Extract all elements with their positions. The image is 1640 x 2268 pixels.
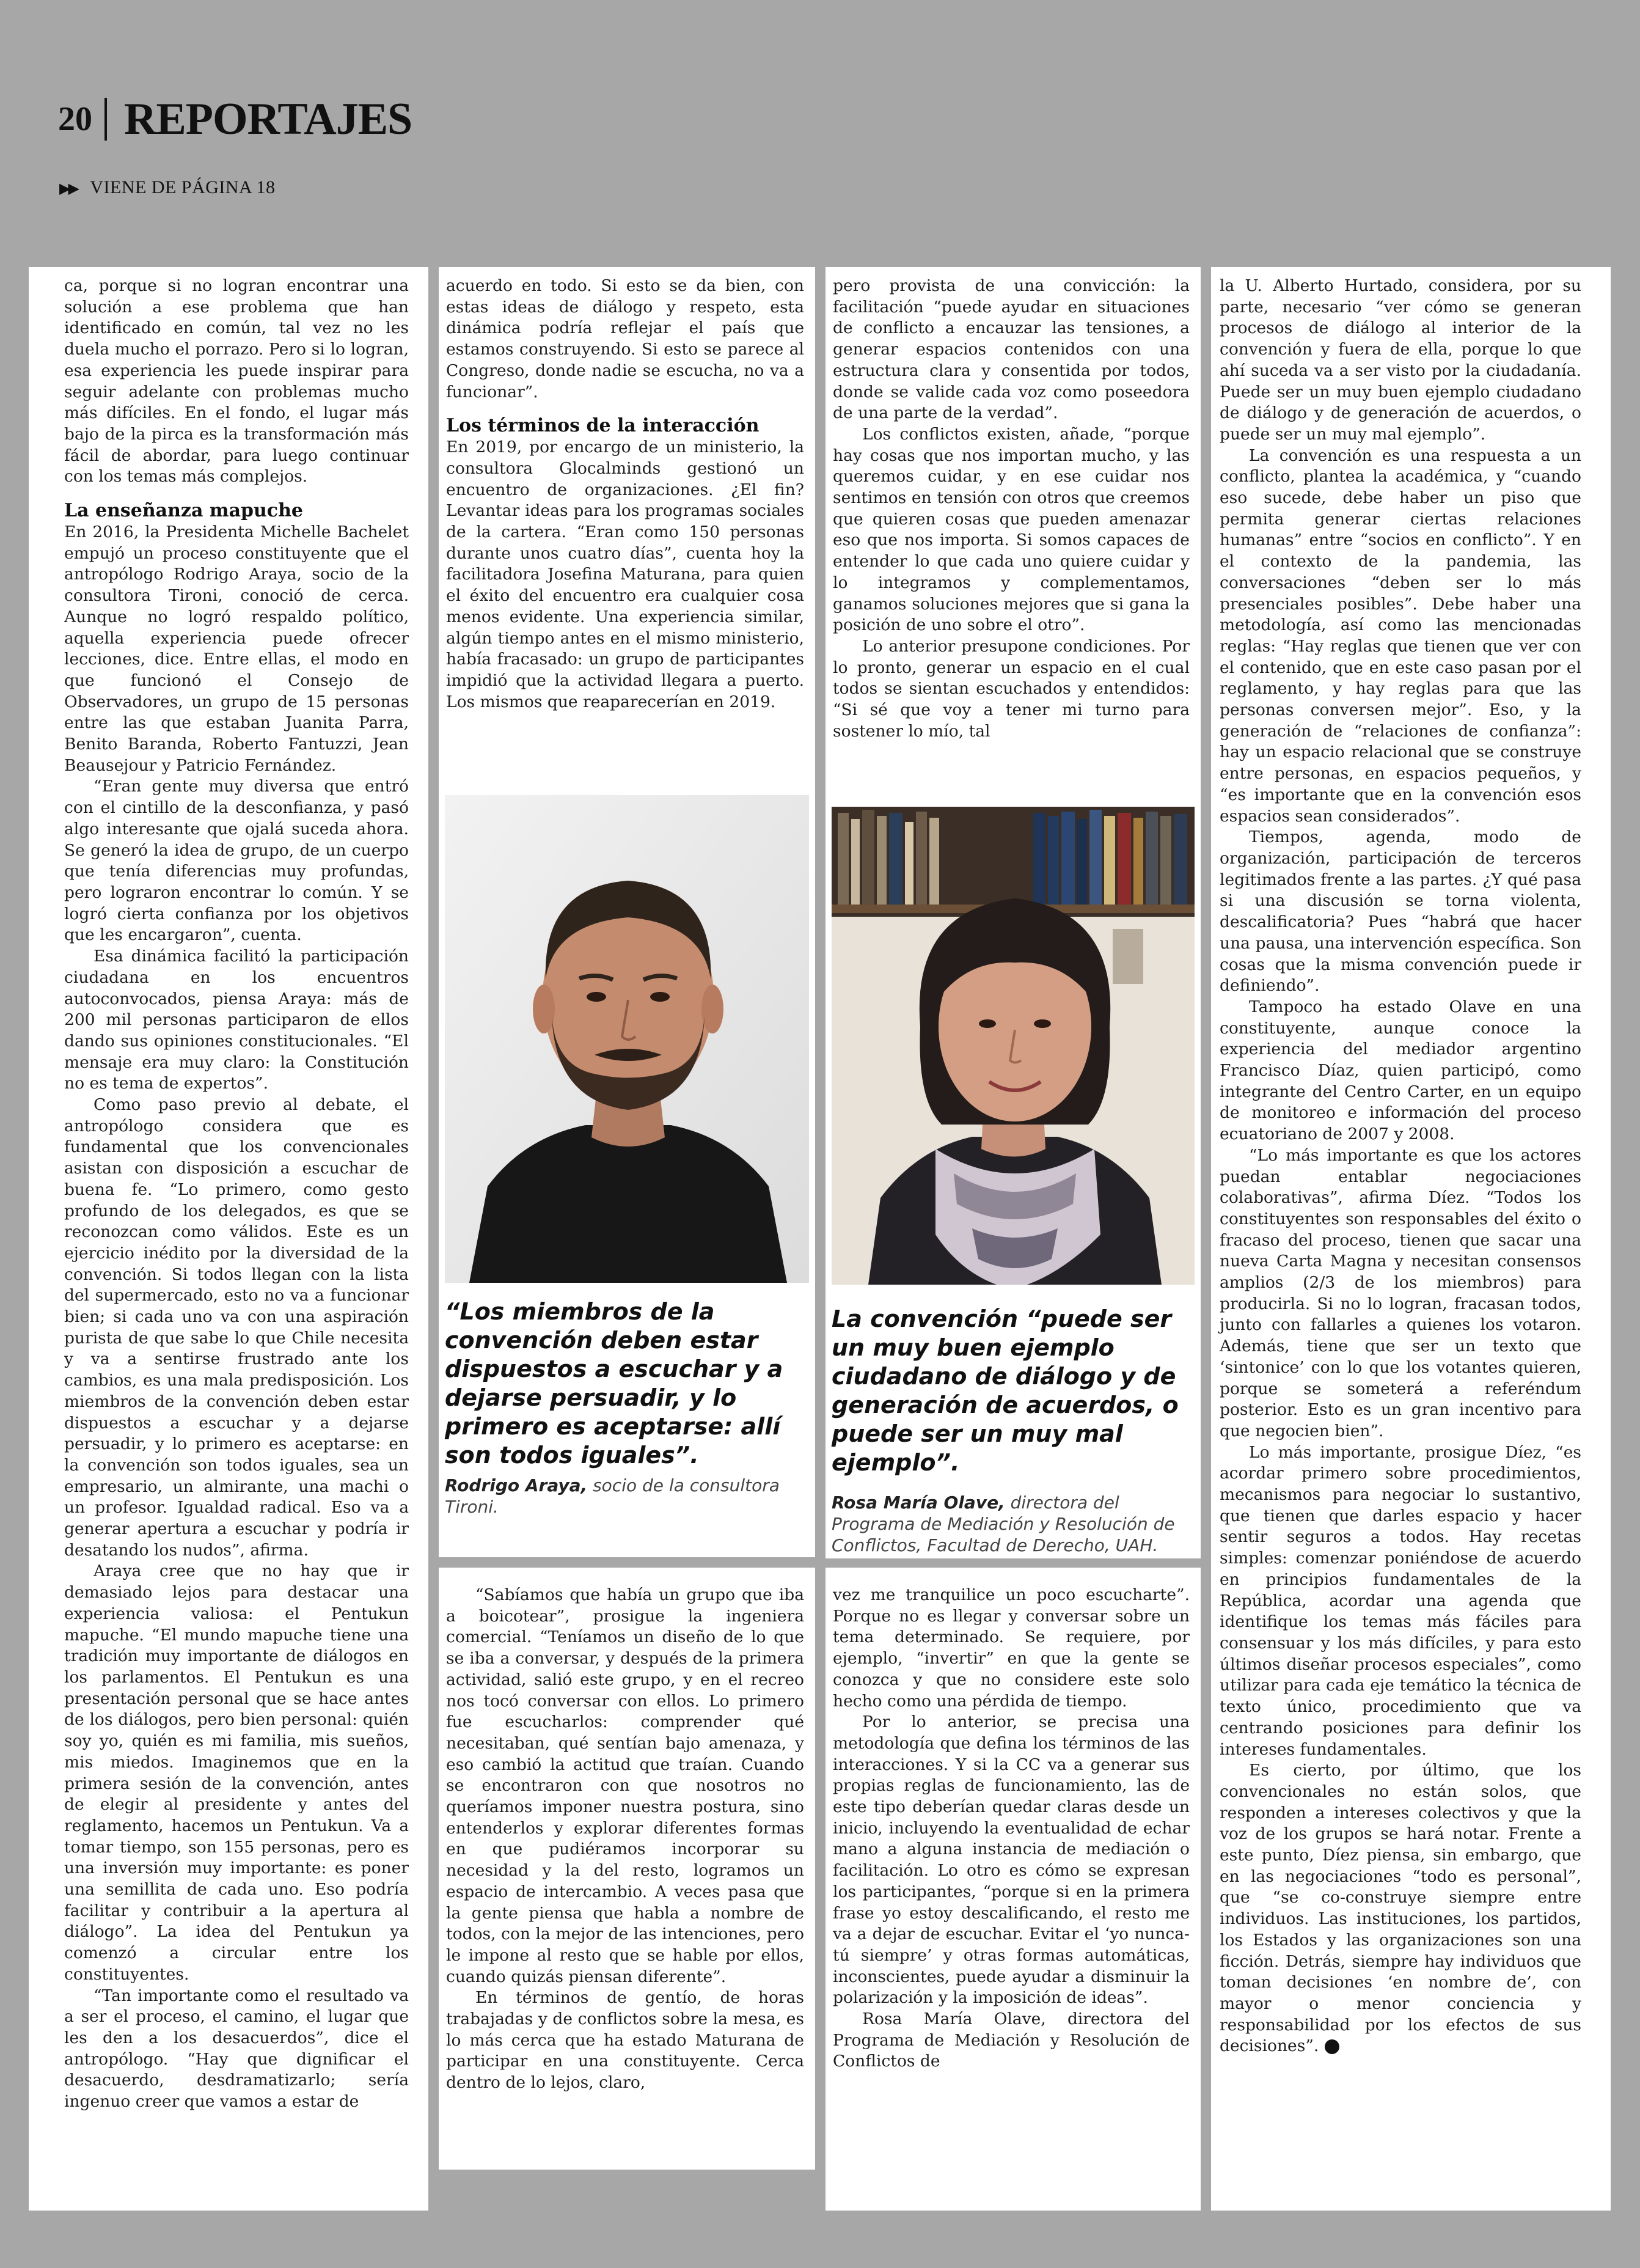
portrait-photo-rodrigo-araya [445, 795, 809, 1283]
pull-quote: La convención “puede ser un muy buen ejemplo ciudadano de diálogo y de generación de acuerdos, o puede ser un muy mal ejemplo”. [832, 1305, 1179, 1476]
column-3-bottom [825, 1568, 1201, 2211]
paragraph: Esa dinámica facilitó la participación ciudadana en los encuentros autoconvocados, piensa Araya: más de 200 mil personas participaron de ellos dando sus opiniones constitucionales. “El mensaje era muy claro: la Constitución no es tema de expertos”. [64, 947, 409, 1093]
end-mark-icon: D [1325, 2039, 1339, 2054]
paragraph: Lo más importante, prosigue Díez, “es acordar primero sobre procedimientos, mecanismos para negociar lo sustantivo, que tienen que darles espacio y hacer sentir seguros a todos. Hay recetas simples: comenzar poniéndose de acuerdo en principios fundamentales de la República, acordar una agenda que identifique los temas más fáciles para consensuar y los más difíciles, y para esto últimos diseñar procesos especiales”, como utilizar para cada eje temático la técnica de texto único, procedimiento que va centrando posiciones para definir los intereses fundamentales. [1220, 1442, 1581, 1759]
quote-block-olave [832, 1305, 1192, 1556]
column-3-bottom-text [825, 1568, 1201, 2072]
credit-role: socio de la consultora Tironi. [445, 1475, 780, 1517]
column-4 [1211, 267, 1611, 2211]
column-1 [29, 267, 428, 2211]
paragraph: Por lo anterior, se precisa una metodología que defina los términos de las interacciones. Y si la CC va a generar sus propias reglas de funcionamiento, las de este tipo deberían quedar claras desde un inicio, incluyendo la eventualidad de echar mano a alguna instancia de mediación o facilitación. Lo otro es cómo se expresan los participantes, “porque si en la primera frase yo estoy descalificando, el resto me va a dejar de escuchar. Evitar el ‘yo nunca-tú siempre’ y otras formas automáticas, inconscientes, puede ayudar a disminuir la polarización y la imposición de ideas”. [833, 1712, 1190, 2008]
credit-name: Rosa María Olave, [832, 1492, 1005, 1513]
paragraph: En 2016, la Presidenta Michelle Bachelet empujó un proceso constituyente que el antropólogo Rodrigo Araya, socio de la consultora Tironi, conoció de cerca. Aunque no logró respaldo político, aquella experiencia puede ofrecer lecciones, dice. Entre ellas, el modo en que funcionó el Consejo de Observadores, un grupo de 15 personas entre las que estaban Juanita Parra, Benito Baranda, Roberto Fantuzzi, Jean Beausejour y Patricio Fernández. [64, 523, 409, 775]
page-number: 20 [58, 100, 92, 138]
quote-block-araya [445, 1297, 805, 1518]
column-2-bottom-text [439, 1568, 815, 2094]
paragraph: Lo anterior presupone condiciones. Por lo pronto, generar un espacio en el cual todos se sientan escuchados y entendidos: “Si sé que voy a tener mi turno para sostener lo mío, tal [833, 636, 1190, 741]
credit-role: directora del Programa de Mediación y Resolución de Conflictos, Facultad de Derecho, UAH. [832, 1492, 1175, 1555]
paragraph: Como paso previo al debate, el antropólogo considera que es fundamental que los convencionales asistan con disposición a escuchar de buena fe. “Lo primero, como gesto profundo de los delegados, es que se reconozcan como válidos. Este es un ejercicio inédito por la diversidad de la convención. Si todos llegan con la lista del supermercado, esto no va a funcionar bien; si cada uno va con una aspiración purista de que sabe lo que Chile necesita y va a sentirse frustrado ante los cambios, es una mala predisposición. Los miembros de la convención deben estar dispuestos a escuchar y a dejarse persuadir, y lo primero es aceptarse: en la convención son todos iguales, sea un empresario, un almirante, una machi o un profesor. Igualdad radical. Eso va a generar apertura a escuchar y podría ir desatando los nudos”, afirma. [64, 1095, 409, 1560]
paragraph: Los conflictos existen, añade, “porque hay cosas que nos importan mucho, y las queremos cuidar, y en ese cuidar nos sentimos en tensión con otros que creemos que quieren cosas que pueden amenazar eso que nos importa. Si somos capaces de entender lo que cada uno quiere cuidar y lo integramos y complementamos, ganamos soluciones mejores que si gana la posición de uno sobre el otro”. [833, 424, 1190, 635]
continued-from-label: VIENE DE PÁGINA 18 [90, 177, 276, 197]
subheading: La enseñanza mapuche [64, 500, 303, 522]
credit-name: Rodrigo Araya, [445, 1475, 588, 1495]
column-4-text [1211, 267, 1611, 2057]
header-divider [104, 98, 107, 141]
paragraph: Tiempos, agenda, modo de organización, participación de terceros legitimados frente a las partes. ¿Y qué pasa si una discusión se torna violenta, descalificatoria? Pues “habrá que hacer una pausa, una intervención específica. Son cosas que la misma convención puede ir definiendo”. [1220, 828, 1581, 996]
paragraph: “Sabíamos que había un grupo que iba a boicotear”, prosigue la ingeniera comercial. “Teníamos un diseño de lo que se iba a conversar, y después de la primera actividad, salió este grupo, y en el recreo nos tocó conversar con ellos. Lo primero fue escucharlos: comprender qué necesitaban, qué sentían bajo amenaza, y eso cambió la actitud que traían. Cuando se encontraron con que nosotros no queríamos imponer nuestra postura, sino entenderlos y explorar diferentes formas en que pudiéramos incorporar su necesidad y la del resto, logramos un espacio de intercambio. A veces pasa que la gente piensa que habla a nombre de todos, con la mejor de las intenciones, pero le impone al resto que se hable por ellos, cuando quizás piensan diferente”. [446, 1585, 804, 1986]
continued-from [59, 177, 276, 198]
column-3-top-text [825, 267, 1201, 742]
paragraph: la U. Alberto Hurtado, considera, por su parte, necesario “ver cómo se generan procesos de diálogo al interior de la convención y fuera de ella, porque lo que ahí suceda va a ser visto por la ciudadanía. Puede ser un muy buen ejemplo ciudadano de diálogo y de generación de acuerdos, o puede ser un muy mal ejemplo”. [1220, 276, 1581, 444]
portrait-photo-rosa-maria-olave [832, 807, 1195, 1285]
column-1-text [29, 267, 428, 2113]
quote-credit [445, 1475, 805, 1518]
paragraph: pero provista de una convicción: la facilitación “puede ayudar en situaciones de conflicto a encauzar las tensiones, a generar espacios contenidos con una estructura clara y consentida por todos, donde se valide cada voz como poseedora de una parte de la verdad”. [833, 276, 1190, 423]
paragraph-text: Es cierto, por último, que los convencionales no están solos, que responden a intereses colectivos y que la voz de los grupos se hará notar. Frente a este punto, Díez piensa, sin embargo, que en las negociaciones “todo es personal”, que “se co-construye siempre entre individuos. Las instituciones, los partidos, los Estados y las organizaciones son una ficción. Detrás, siempre hay individuos que toman decisiones ‘en nombre de’, con mayor o menor conciencia y responsabilidad por los efectos de sus decisiones”. [1220, 1761, 1581, 2056]
paragraph: acuerdo en todo. Si esto se da bien, con estas ideas de diálogo y respeto, esta dinámica podría reflejar el país que estamos construyendo. Si esto se parece al Congreso, donde nadie se escucha, no va a funcionar”. [446, 276, 804, 402]
paragraph: “Tan importante como el resultado va a ser el proceso, el camino, el lugar que les den a los desacuerdos”, dice el antropólogo. “Hay que dignificar el desacuerdo, desdramatizarlo; sería ingenuo creer que vamos a estar de [64, 1986, 409, 2112]
page-header [58, 92, 412, 147]
subheading: Los términos de la interacción [446, 415, 760, 437]
paragraph: Tampoco ha estado Olave en una constituyente, aunque conoce la experiencia del mediador argentino Francisco Díaz, quien participó, como integrante del Centro Carter, en un equipo de monitoreo e información del proceso ecuatoriano de 2007 y 2008. [1220, 997, 1581, 1144]
photo-quote-box-olave [825, 791, 1201, 1558]
pull-quote: “Los miembros de la convención deben estar dispuestos a escuchar y a dejarse persuadir, y lo primero es aceptarse: allí son todos iguales”. [445, 1298, 783, 1469]
paragraph: “Lo más importante es que los actores puedan entablar negociaciones colaborativas”, afirma Díez. “Todos los constituyentes son responsables del éxito o fracaso del proceso, tienen que sacar una nueva Carta Magna y necesitan consensos amplios (2/3 de los miembros) para producirla. Si no lo logran, fracasan todos, junto con fallarles a quienes los votaron. Además, tiene que ser un texto que ‘sintonice’ con lo que los votantes quieren, porque se someterá a referéndum posterior. Esto es un gran incentivo para que negocien bien”. [1220, 1145, 1581, 1440]
paragraph: En términos de gentío, de horas trabajadas y de conflictos sobre la mesa, es lo más cerca que ha estado Maturana de participar en una constituyente. Cerca dentro de lo lejos, claro, [446, 1988, 804, 2093]
paragraph: Araya cree que no hay que ir demasiado lejos para destacar una experiencia valiosa: el Pentukun mapuche. “El mundo mapuche tiene una tradición muy importante de diálogos en los parlamentos. El Pentukun es una presentación personal que se hace antes de los diálogos, pero bien personal: quién soy yo, quién es mi familia, mis sueños, mis miedos. Imaginemos que en la primera sesión de la convención, antes de elegir al presidente y antes del reglamento, hacemos un Pentukun. Va a tomar tiempo, son 155 personas, pero es una inversión muy importante: es poner una semillita de cada uno. Eso podría facilitar y contribuir a la apertura al diálogo”. La idea del Pentukun ya comenzó a circular entre los constituyentes. [64, 1562, 409, 1984]
quote-credit [832, 1492, 1192, 1556]
section-title: REPORTAJES [124, 94, 412, 144]
paragraph-last [1220, 1760, 1581, 2057]
paragraph: ca, porque si no logran encontrar una solución a ese problema que han identificado en común, tal vez no les duela mucho el porrazo. Pero si lo logran, esa experiencia les puede inspirar para seguir adelante con problemas mucho más difíciles. En el fondo, el lugar más bajo de la pirca es la transformación más fácil de abordar, para luego continuar con los temas más complejos. [64, 276, 409, 486]
paragraph: La convención es una respuesta a un conflicto, plantea la académica, y “cuando eso sucede, debe haber un piso que permita generar ciertas relaciones humanas” entre “socios en conflicto”. Y en el contexto de la pandemia, las conversaciones “deben ser lo más presenciales posibles”. Debe haber una metodología, así como las mencionadas reglas: “Hay reglas que tienen que ver con el contenido, que en este caso pasan por el reglamento, y hay reglas para que las personas conversen mejor”. Eso, y la generación de “relaciones de confianza”: hay un espacio relacional que se construye entre personas, en espacios pequeños, y “es importante que en la convención esos espacios sean considerados”. [1220, 446, 1581, 826]
paragraph: “Eran gente muy diversa que entró con el cintillo de la desconfianza, y pasó algo interesante que ojalá suceda ahora. Se generó la idea de grupo, de un cuerpo que tenía diferencias muy profundas, pero lograron encontrar lo común. Y se logró cierta confianza por los objetivos que les encargaron”, cuenta. [64, 777, 409, 945]
paragraph: Rosa María Olave, directora del Programa de Mediación y Resolución de Conflictos de [833, 2009, 1190, 2071]
column-2-bottom [439, 1568, 815, 2170]
fast-forward-icon: ▶▶ [59, 181, 77, 197]
photo-quote-box-araya [439, 790, 815, 1557]
paragraph: vez me tranquilice un poco escucharte”. Porque no es llegar y conversar sobre un tema determinado. Se requiere, por ejemplo, “invertir” en que la gente se conozca y que no considere este solo hecho como una pérdida de tiempo. [833, 1585, 1190, 1711]
paragraph: En 2019, por encargo de un ministerio, la consultora Glocalminds gestionó un encuentro de organizaciones. ¿El fin? Levantar ideas para los programas sociales de la cartera. “Eran como 150 personas durante unos cuatro días”, cuenta hoy la facilitadora Josefina Maturana, para quien el éxito del encuentro era cualquier cosa menos evidente. Una experiencia similar, algún tiempo antes en el mismo ministerio, había fracasado: un grupo de participantes impidió que la actividad llegara a puerto. Los mismos que reaparecerían en 2019. [446, 438, 804, 711]
column-2-top-text [439, 267, 815, 713]
